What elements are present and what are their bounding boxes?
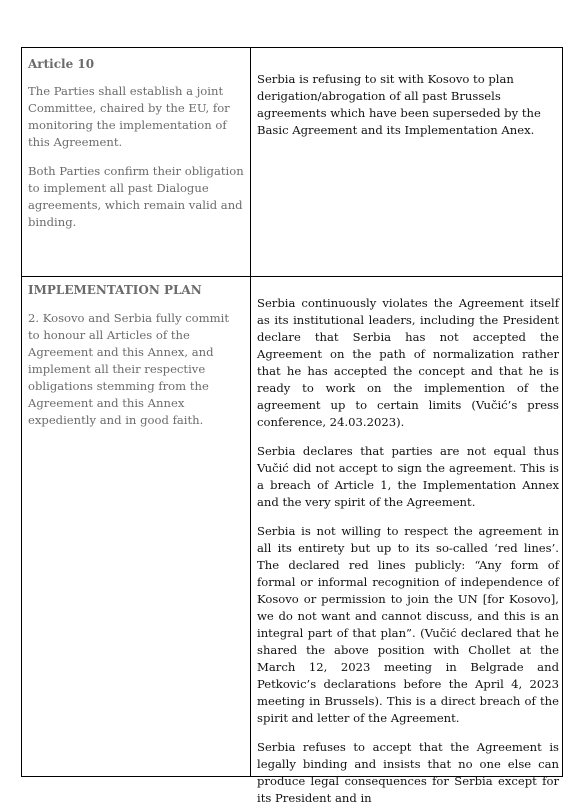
implementation-plan-heading: IMPLEMENTATION PLAN <box>28 283 202 297</box>
implementation-commentary-cell <box>251 277 562 805</box>
implementation-plan-cell <box>22 277 250 776</box>
article-10-heading: Article 10 <box>28 57 95 71</box>
commentary-paragraph-2: Serbia declares that parties are not equal thus Vučić did not accept to sign the agreement. This is a breach of Article 1, the Implementation Annex and the very spirit of the Agreement. <box>257 444 559 509</box>
commentary-paragraph-4: Serbia refuses to accept that the Agreement is legally binding and insists that no one else can produce legal consequences for Serbia except for its President and in <box>257 740 559 805</box>
article-10-paragraph-1: The Parties shall establish a joint Committee, chaired by the EU, for monitoring the implementation of this Agreement. <box>28 84 230 149</box>
article-10-commentary: Serbia is refusing to sit with Kosovo to plan derigation/abrogation of all past Brussels agreements which have been superseded by the Basic Agreement and its Implementation Anex. <box>257 72 541 137</box>
commentary-paragraph-3: Serbia is not willing to respect the agreement in all its entirety but up to its so-called ‘red lines’. The declared red lines publicly: “Any form of formal or informal recognition of independence of Kosovo or permission to join the UN [for Kosovo], we do not want and cannot discuss, and this is an integral part of that plan”. (Vučić declared that he shared the above position with Chollet at the March 12, 2023 meeting in Belgrade and Petkovic’s declarations before the April 4, 2023 meeting in Brussels). This is a direct breach of the spirit and letter of the Agreement. <box>257 524 559 725</box>
article-10-cell <box>22 48 250 276</box>
article-10-commentary-cell <box>251 48 562 276</box>
commentary-paragraph-1: Serbia continuously violates the Agreement itself as its institutional leaders, including the President declare that Serbia has not accepted the Agreement on the path of normalization rather that he has accepted the concept and that he is ready to work on the implemention of the agreement up to certain limits (Vučić’s press conference, 24.03.2023). <box>257 296 559 429</box>
comparison-table <box>21 47 563 805</box>
article-10-paragraph-2: Both Parties confirm their obligation to implement all past Dialogue agreements, which remain valid and binding. <box>28 164 244 229</box>
implementation-plan-paragraph: 2. Kosovo and Serbia fully commit to honour all Articles of the Agreement and this Annex, and implement all their respective obligations stemming from the Agreement and this Annex expediently and in good faith. <box>28 311 230 427</box>
